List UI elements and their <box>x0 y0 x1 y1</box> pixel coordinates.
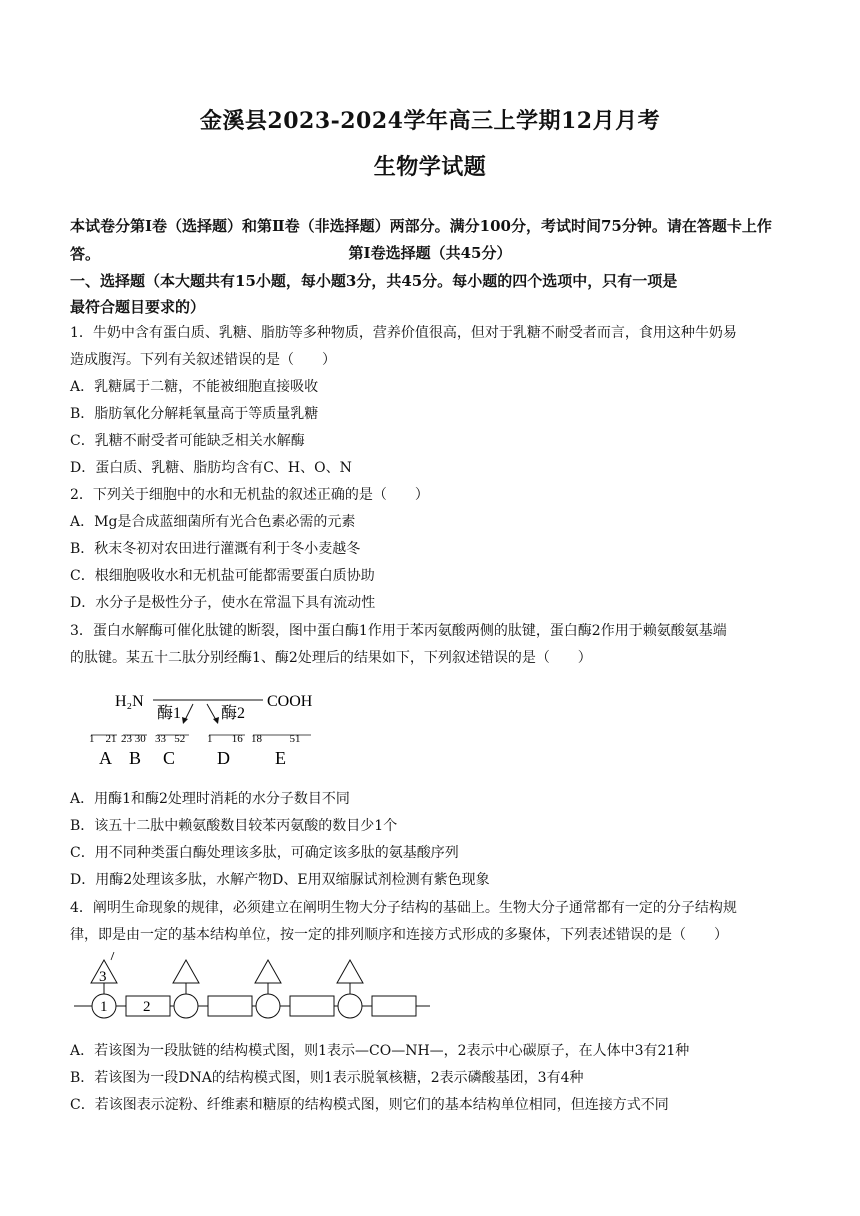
q1-stem-line2: 造成腹泻。下列有关叙述错误的是（ ） <box>70 352 336 368</box>
amino-terminus-label: H₂N <box>115 693 144 710</box>
label-1: 1 <box>100 999 108 1015</box>
fragment-c-letter: C <box>163 748 176 768</box>
rect-unit <box>208 996 252 1016</box>
q3-stem-line2: 的肽键。某五十二肽分别经酶1、酶2处理后的结果如下，下列叙述错误的是（ ） <box>70 650 592 666</box>
q3-option-a: A．用酶1和酶2处理时消耗的水分子数目不同 <box>70 791 350 807</box>
triangle-unit <box>255 960 281 983</box>
enzyme1-arrow <box>185 704 193 720</box>
label-3: 3 <box>99 969 107 985</box>
q4-option-c: C．若该图表示淀粉、纤维素和糖原的结构模式图，则它们的基本结构单位相同，但连接方式不同 <box>70 1097 669 1113</box>
q1-option-d: D．蛋白质、乳糖、脂肪均含有C、H、O、N <box>70 460 352 476</box>
q1-option-b: B．脂肪氧化分解耗氧量高于等质量乳糖 <box>70 406 319 422</box>
part-heading-line1: 一、选择题（本大题共有15小题，每小题3分，共45分。每小题的四个选项中，只有一项是 <box>70 272 678 290</box>
rect-unit <box>290 996 334 1016</box>
fragment-e-numbers: 18 51 <box>251 733 301 745</box>
carboxyl-terminus-label: COOH <box>267 693 313 710</box>
q3-option-c: C．用不同种类蛋白酶处理该多肽，可确定该多肽的氨基酸序列 <box>70 845 459 861</box>
circle-unit <box>174 994 198 1018</box>
exam-title: 金溪县2023-2024学年高三上学期12月月考 <box>199 108 661 134</box>
q3-stem-line1: 3．蛋白水解酶可催化肽键的断裂，图中蛋白酶1作用于苯丙氨酸两侧的肽键，蛋白酶2作用于赖氨酸氨基端 <box>70 623 727 639</box>
label-3-pointer <box>111 952 114 960</box>
q3-option-b: B．该五十二肽中赖氨酸数目较苯丙氨酸的数目少1个 <box>70 818 398 834</box>
section-heading: 第Ⅰ卷选择题（共45分） <box>348 244 512 262</box>
peptide-cleavage-diagram <box>85 684 345 774</box>
triangle-unit <box>173 960 199 983</box>
fragment-d-numbers: 1 16 <box>207 733 243 745</box>
enzyme2-arrow <box>207 704 216 720</box>
enzyme2-label: 酶2 <box>221 705 246 722</box>
exam-instructions: 本试卷分第Ⅰ卷（选择题）和第Ⅱ卷（非选择题）两部分。满分100分，考试时间75分钟。请在答题卡上作答。 <box>70 217 772 263</box>
enzyme2-arrowhead <box>213 717 219 724</box>
label-2: 2 <box>143 999 151 1015</box>
q4-option-b: B．若该图为一段DNA的结构模式图，则1表示脱氧核糖，2表示磷酸基团，3有4种 <box>70 1070 584 1086</box>
enzyme1-label: 酶1 <box>157 705 182 722</box>
q1-option-c: C．乳糖不耐受者可能缺乏相关水解酶 <box>70 433 305 449</box>
fragment-a-numbers: 1 21 <box>89 733 117 745</box>
circle-unit <box>256 994 280 1018</box>
q4-option-a: A．若该图为一段肽链的结构模式图，则1表示—CO—NH—，2表示中心碳原子，在人体中3有21种 <box>70 1043 690 1059</box>
q1-stem-line1: 1．牛奶中含有蛋白质、乳糖、脂肪等多种物质，营养价值很高，但对于乳糖不耐受者而言，食用这种牛奶易 <box>70 325 737 341</box>
q2-option-d: D．水分子是极性分子，使水在常温下具有流动性 <box>70 595 376 611</box>
rect-unit <box>372 996 416 1016</box>
fragment-c-numbers: 33 52 <box>155 733 186 745</box>
q4-stem-line2: 律，即是由一定的基本结构单位，按一定的排列顺序和连接方式形成的多聚体，下列表述错误的是（ ） <box>70 927 728 943</box>
fragment-b-numbers: 23 30 <box>121 733 146 745</box>
circle-unit <box>338 994 362 1018</box>
q4-stem-line1: 4．阐明生命现象的规律，必须建立在阐明生物大分子结构的基础上。生物大分子通常都有一定的分子结构规 <box>70 900 737 916</box>
q2-option-b: B．秋末冬初对农田进行灌溉有利于冬小麦越冬 <box>70 541 361 557</box>
triangle-unit <box>337 960 363 983</box>
fragment-a-letter: A <box>99 748 112 768</box>
polymer-structure-diagram <box>74 952 434 1024</box>
q2-stem: 2．下列关于细胞中的水和无机盐的叙述正确的是（ ） <box>70 487 429 503</box>
fragment-e-letter: E <box>275 748 286 768</box>
fragment-d-letter: D <box>217 748 230 768</box>
fragment-b-letter: B <box>129 748 142 768</box>
q1-option-a: A．乳糖属于二糖，不能被细胞直接吸收 <box>70 379 319 395</box>
q2-option-a: A．Mg是合成蓝细菌所有光合色素必需的元素 <box>70 514 356 530</box>
enzyme1-arrowhead <box>182 717 188 724</box>
q3-option-d: D．用酶2处理该多肽，水解产物D、E用双缩脲试剂检测有紫色现象 <box>70 872 490 888</box>
q2-option-c: C．根细胞吸收水和无机盐可能都需要蛋白质协助 <box>70 568 375 584</box>
part-heading-line2: 最符合题目要求的） <box>70 298 206 316</box>
exam-subtitle: 生物学试题 <box>373 154 487 180</box>
